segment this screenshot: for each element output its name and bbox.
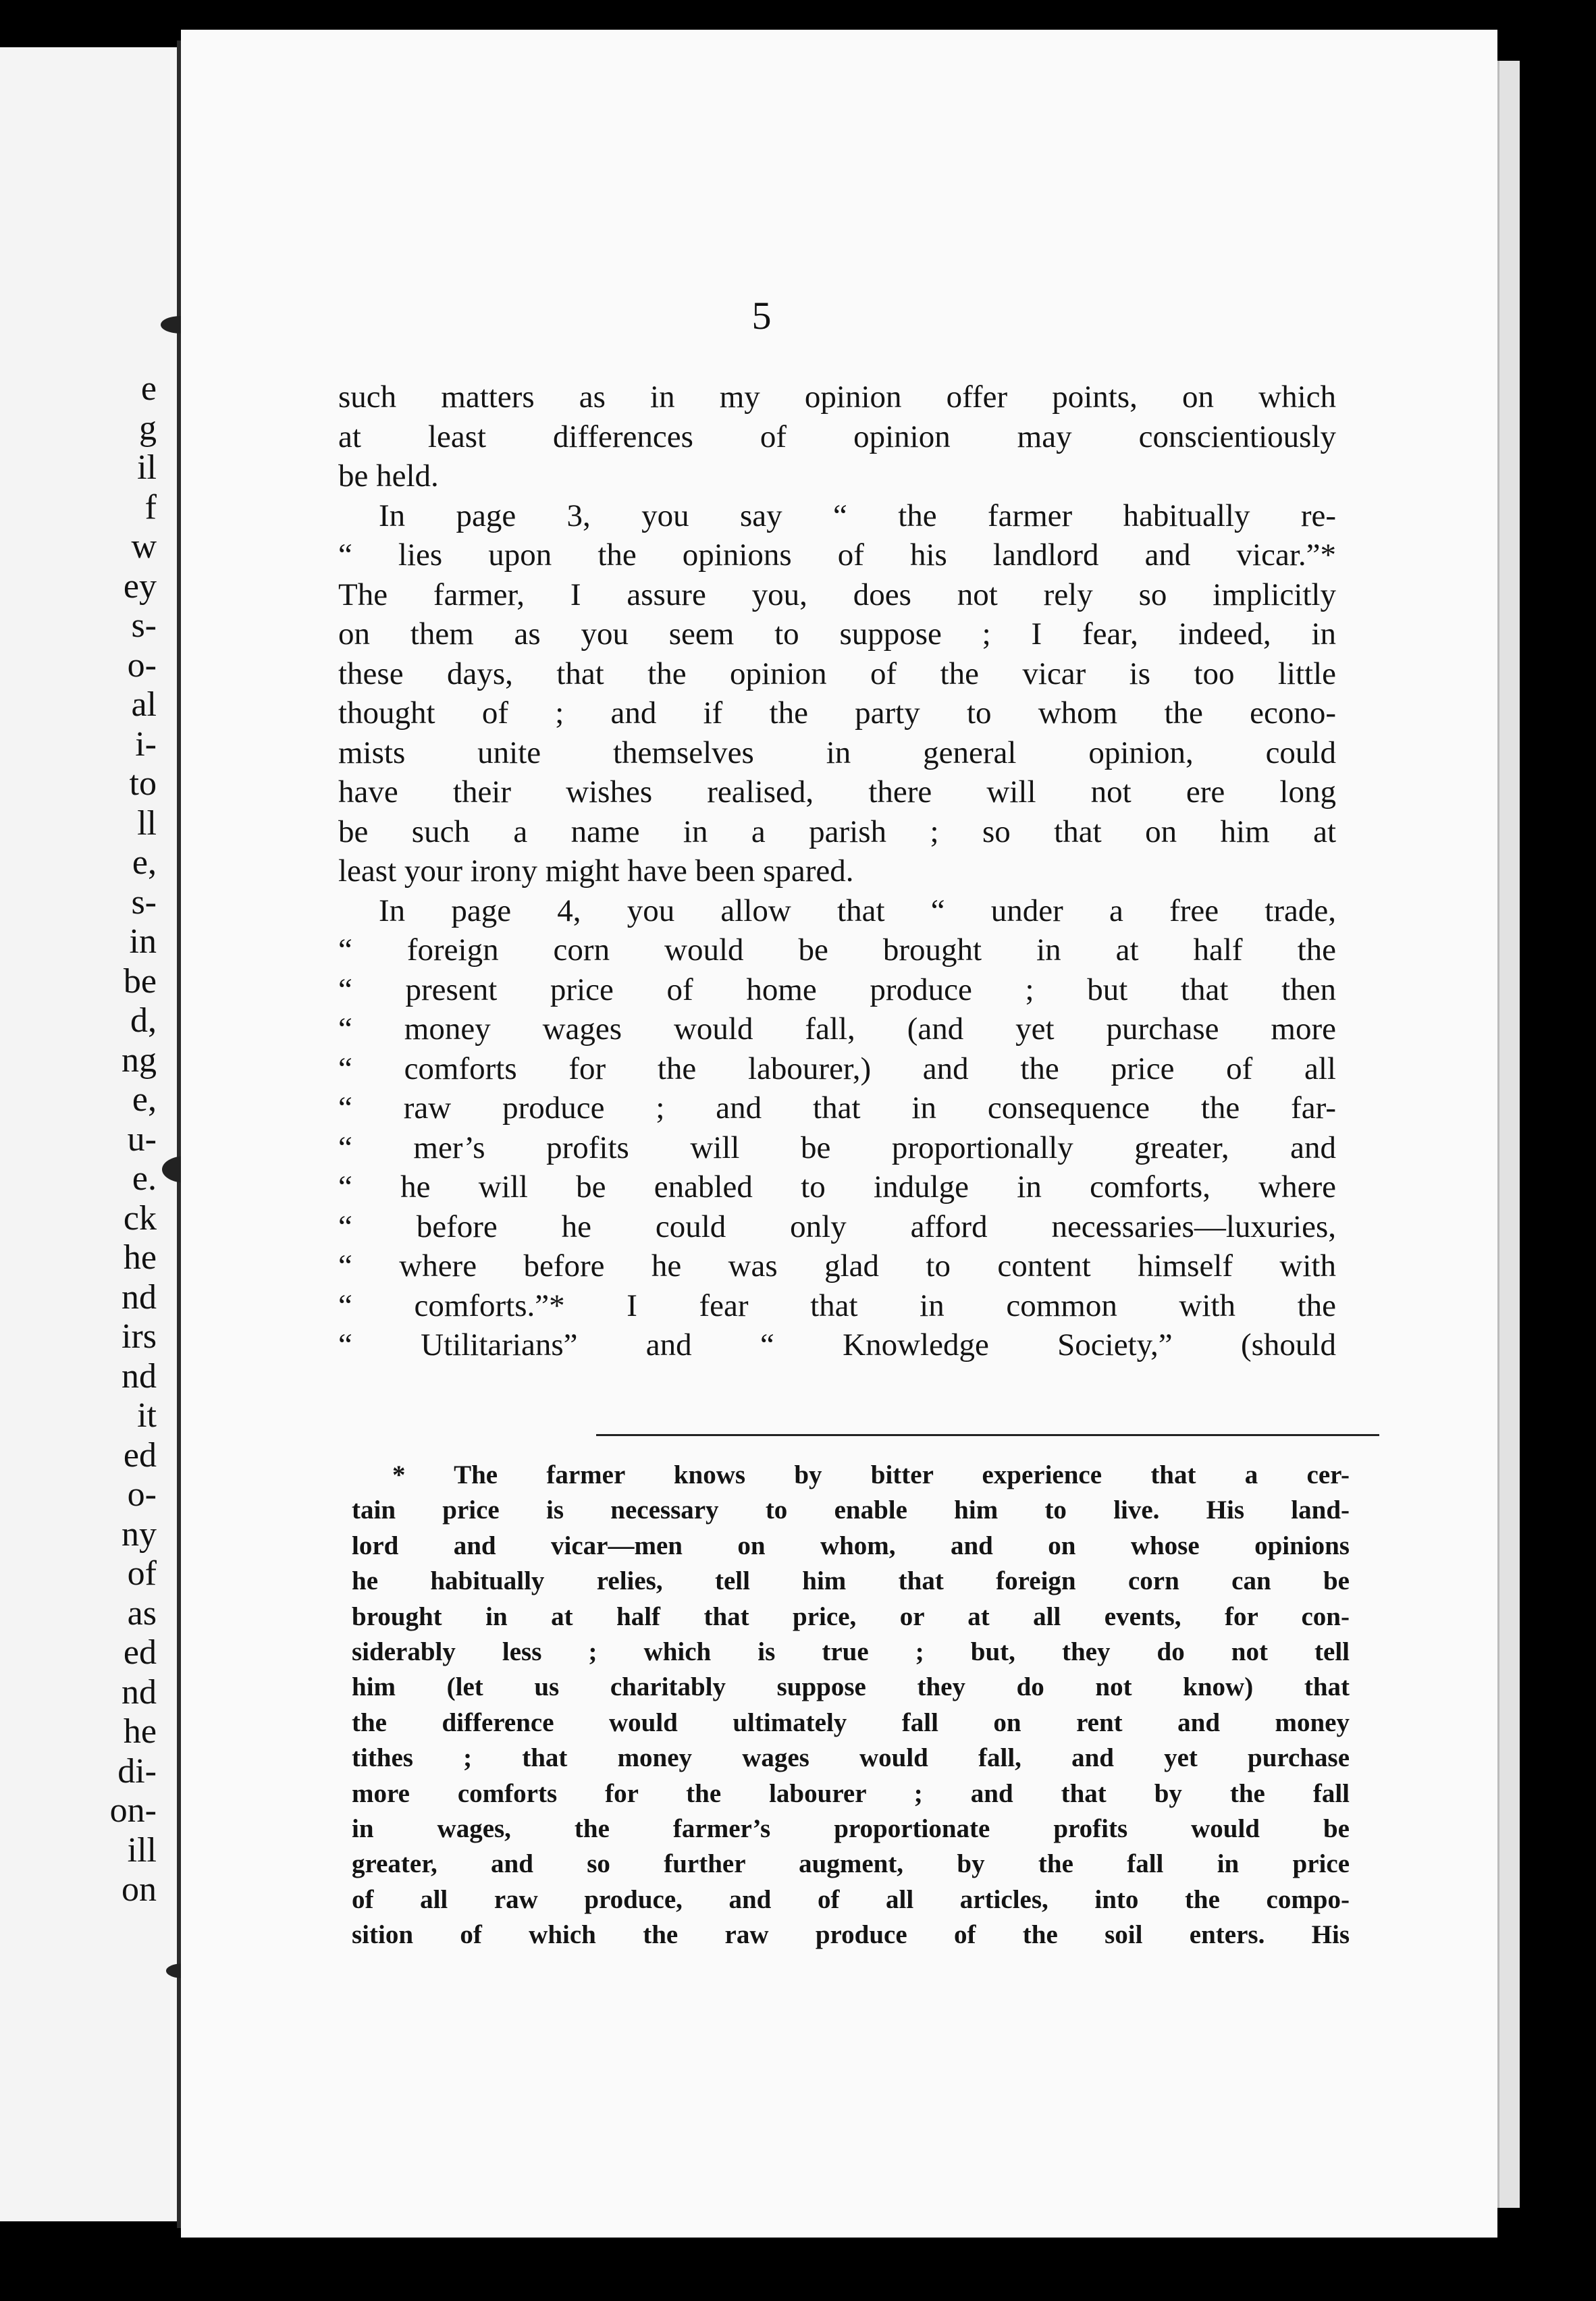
left-page-fragment-line: di-	[117, 1751, 157, 1791]
left-page-fragment-line: s-	[131, 606, 157, 645]
footnote-line: the difference would ultimately fall on rent and money	[352, 1708, 1350, 1737]
body-line: “ he will be enabled to indulge in comforts, where	[338, 1169, 1336, 1205]
body-line: mists unite themselves in general opinion, could	[338, 735, 1336, 770]
body-line: “ raw produce ; and that in consequence the far-	[338, 1090, 1336, 1126]
footnote-line: * The farmer knows by bitter experience that a cer-	[392, 1460, 1350, 1489]
left-page-fragment-line: ng	[122, 1040, 157, 1080]
left-page-fragment-line: s-	[131, 882, 157, 922]
footnote-line: greater, and so further augment, by the fall in price	[352, 1849, 1350, 1879]
body-line: at least differences of opinion may conscientiously	[338, 419, 1336, 454]
left-page-fragment-line: on-	[109, 1791, 157, 1830]
left-page-fragment-line: il	[137, 448, 157, 487]
body-line: “ present price of home produce ; but that then	[338, 972, 1336, 1007]
footnote-line: of all raw produce, and of all articles, into the compo-	[352, 1884, 1350, 1914]
body-line: thought of ; and if the party to whom the econo-	[338, 695, 1336, 731]
body-line: be held.	[338, 458, 439, 494]
body-line: “ Utilitarians” and “ Knowledge Society,” (should	[338, 1327, 1336, 1363]
left-page-fragment-line: nd	[122, 1277, 157, 1317]
left-page-fragment-line: e	[140, 369, 157, 408]
left-page-fragment-line: ed	[123, 1435, 157, 1475]
footnote-line: more comforts for the labourer ; and that by the fall	[352, 1778, 1350, 1808]
page-number: 5	[751, 294, 772, 338]
page-edge	[1497, 61, 1520, 2208]
body-line: “ comforts.”* I fear that in common with the	[338, 1288, 1336, 1323]
left-page-fragment-line: o-	[127, 645, 157, 685]
footnote-line: tithes ; that money wages would fall, and yet purchase	[352, 1743, 1350, 1773]
right-page	[181, 30, 1497, 2238]
left-page-fragment-line: be	[123, 961, 157, 1001]
footnote-line: brought in at half that price, or at all events, for con-	[352, 1602, 1350, 1631]
left-page-fragment-line: ll	[137, 803, 157, 843]
left-page-fragment-line: e,	[132, 1080, 157, 1119]
body-line: The farmer, I assure you, does not rely so implicitly	[338, 577, 1336, 612]
body-line: be such a name in a parish ; so that on him at	[338, 814, 1336, 849]
footnote-text	[352, 1458, 1350, 1953]
left-page-fragment-line: to	[129, 764, 157, 803]
body-line: In page 4, you allow that “ under a free trade,	[379, 893, 1336, 928]
body-line: “ money wages would fall, (and yet purchase more	[338, 1011, 1336, 1047]
left-page-fragment	[0, 47, 177, 2221]
body-line: “ mer’s profits will be proportionally greater, and	[338, 1130, 1336, 1165]
body-line: have their wishes realised, there will not ere long	[338, 774, 1336, 810]
left-page-fragment-line: e.	[132, 1159, 157, 1198]
left-page-fragment-line: f	[144, 487, 157, 527]
body-line: such matters as in my opinion offer points, on which	[338, 379, 1336, 415]
left-page-fragment-line: irs	[122, 1317, 157, 1356]
left-page-fragment-line: he	[123, 1712, 157, 1751]
body-line: “ before he could only afford necessaries—luxuries,	[338, 1209, 1336, 1244]
left-page-fragment-line: he	[123, 1238, 157, 1277]
body-line: “ where before he was glad to content himself with	[338, 1248, 1336, 1284]
left-page-fragment-line: ed	[123, 1633, 157, 1672]
left-page-fragment-line: on	[122, 1870, 157, 1909]
footnote-line: siderably less ; which is true ; but, they do not tell	[352, 1637, 1350, 1666]
body-line: least your irony might have been spared.	[338, 853, 854, 889]
left-page-fragment-line: al	[131, 685, 157, 724]
body-line: “ foreign corn would be brought in at half the	[338, 932, 1336, 968]
left-page-fragment-line: u-	[127, 1119, 157, 1159]
left-page-fragment-line: ny	[122, 1514, 157, 1554]
left-page-fragment-line: d,	[130, 1001, 157, 1040]
left-page-fragment-line: o-	[127, 1475, 157, 1514]
body-line: In page 3, you say “ the farmer habitually re-	[379, 498, 1336, 533]
left-page-fragment-line: ill	[127, 1830, 157, 1870]
left-page-fragment-line: in	[129, 922, 157, 961]
left-page-fragment-line: ck	[123, 1198, 157, 1238]
left-page-fragment-line: it	[137, 1396, 157, 1435]
left-page-fragment-line: e,	[132, 843, 157, 882]
left-page-fragment-line: w	[131, 527, 157, 566]
body-text	[338, 377, 1336, 1365]
footnote-line: tain price is necessary to enable him to live. His land-	[352, 1496, 1350, 1525]
body-line: on them as you seem to suppose ; I fear, indeed, in	[338, 616, 1336, 652]
footnote-line: him (let us charitably suppose they do not know) that	[352, 1672, 1350, 1702]
left-page-fragment-line: nd	[122, 1672, 157, 1712]
footnote-line: sition of which the raw produce of the soil enters. His	[352, 1920, 1350, 1950]
footnote-line: in wages, the farmer’s proportionate profits would be	[352, 1814, 1350, 1843]
left-page-fragment-line: of	[127, 1554, 157, 1593]
body-line: “ comforts for the labourer,) and the price of all	[338, 1051, 1336, 1086]
left-page-fragment-line: nd	[122, 1356, 157, 1396]
footnote-line: he habitually relies, tell him that foreign corn can be	[352, 1566, 1350, 1596]
left-page-fragment-line: g	[139, 408, 157, 448]
body-line: “ lies upon the opinions of his landlord and vicar.”*	[338, 537, 1336, 573]
left-page-fragment-line: i-	[135, 724, 157, 764]
footnote-line: lord and vicar—men on whom, and on whose opinions	[352, 1531, 1350, 1560]
body-line: these days, that the opinion of the vicar is too little	[338, 656, 1336, 691]
left-page-fragment-line: ey	[123, 566, 157, 606]
left-page-fragment-line: as	[127, 1593, 157, 1633]
footnote-rule	[596, 1434, 1379, 1436]
